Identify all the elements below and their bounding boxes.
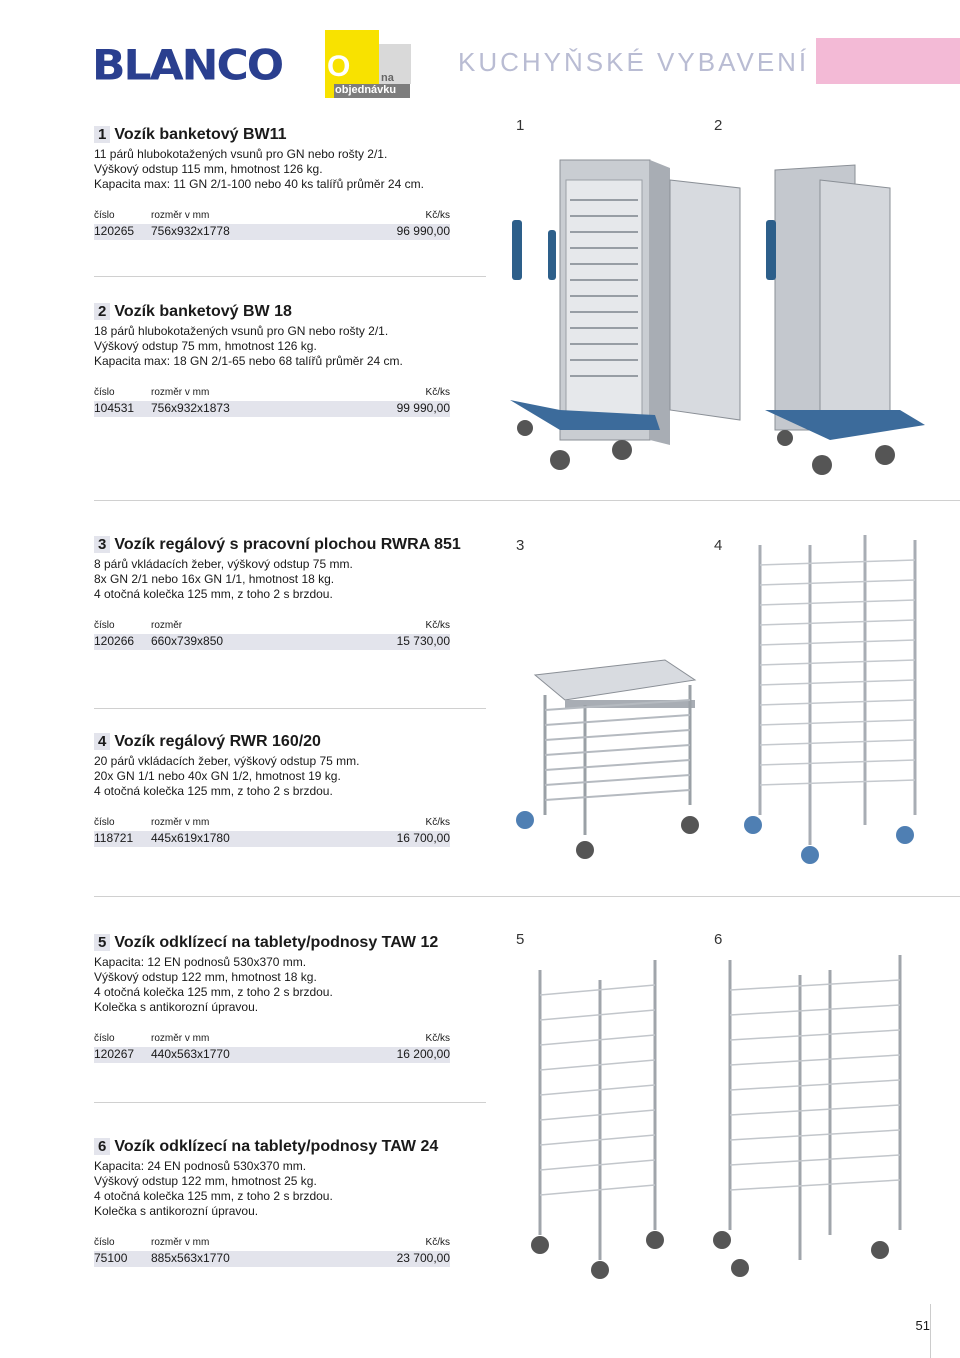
product-number: 5 bbox=[94, 934, 110, 951]
column-header-size: rozměr v mm bbox=[151, 387, 210, 398]
product-section bbox=[94, 536, 494, 650]
description-line: 4 otočná kolečka 125 mm, z toho 2 s brzdou. bbox=[94, 784, 333, 798]
column-header-size: rozměr v mm bbox=[151, 817, 210, 828]
rack-cart-illustration bbox=[505, 525, 955, 875]
description-line: Kapacita: 24 EN podnosů 530x370 mm. bbox=[94, 1159, 307, 1173]
product-title bbox=[94, 1138, 494, 1156]
product-title bbox=[94, 536, 494, 554]
column-header-size: rozměr bbox=[151, 620, 183, 631]
product-size: 445x619x1780 bbox=[151, 831, 230, 845]
description-line: Výškový odstup 75 mm, hmotnost 126 kg. bbox=[94, 339, 317, 353]
description-line: 11 párů hlubokotažených vsunů pro GN nebo rošty 2/1. bbox=[94, 147, 388, 161]
description-line: 20 párů vkládacích žeber, výškový odstup 75 mm. bbox=[94, 754, 360, 768]
separator bbox=[94, 276, 486, 277]
product-description bbox=[94, 754, 494, 799]
description-line: 4 otočná kolečka 125 mm, z toho 2 s brzdou. bbox=[94, 1189, 333, 1203]
product-section bbox=[94, 733, 494, 847]
product-code: 120266 bbox=[94, 634, 135, 648]
column-header-price: Kč/ks bbox=[425, 620, 450, 631]
description-line: Kapacita max: 11 GN 2/1-100 nebo 40 ks talířů průměr 24 cm. bbox=[94, 177, 424, 191]
product-price: 16 700,00 bbox=[396, 831, 450, 845]
description-line: Výškový odstup 115 mm, hmotnost 126 kg. bbox=[94, 162, 323, 176]
product-title bbox=[94, 303, 494, 321]
product-title-text: Vozík odklízecí na tablety/podnosy TAW 12 bbox=[114, 934, 439, 951]
column-header-code: číslo bbox=[94, 1033, 115, 1044]
product-section bbox=[94, 303, 494, 417]
separator bbox=[94, 1102, 486, 1103]
price-table bbox=[94, 210, 494, 240]
product-section bbox=[94, 934, 494, 1063]
product-price: 96 990,00 bbox=[396, 224, 450, 238]
column-header-price: Kč/ks bbox=[425, 817, 450, 828]
price-table bbox=[94, 1237, 494, 1267]
product-price: 99 990,00 bbox=[396, 401, 450, 415]
blanco-logo: BLANCO bbox=[92, 41, 283, 90]
product-number: 4 bbox=[94, 733, 110, 750]
product-code: 120265 bbox=[94, 224, 135, 238]
column-header-price: Kč/ks bbox=[425, 1237, 450, 1248]
column-header-size: rozměr v mm bbox=[151, 1237, 210, 1248]
description-line: 4 otočná kolečka 125 mm, z toho 2 s brzdou. bbox=[94, 587, 333, 601]
product-title-text: Vozík regálový RWR 160/20 bbox=[114, 733, 321, 750]
column-header-size: rozměr v mm bbox=[151, 1033, 210, 1044]
column-header-code: číslo bbox=[94, 1237, 115, 1248]
description-line: 8 párů vkládacích žeber, výškový odstup 75 mm. bbox=[94, 557, 353, 571]
price-table bbox=[94, 387, 494, 417]
product-title bbox=[94, 934, 494, 952]
product-size: 756x932x1778 bbox=[151, 224, 230, 238]
figure-number-4: 4 bbox=[714, 537, 723, 554]
product-size: 885x563x1770 bbox=[151, 1251, 230, 1265]
badge-letter: O bbox=[327, 50, 351, 83]
description-line: Kapacita max: 18 GN 2/1-65 nebo 68 talířů průměr 24 cm. bbox=[94, 354, 403, 368]
column-header-price: Kč/ks bbox=[425, 1033, 450, 1044]
description-line: Kapacita: 12 EN podnosů 530x370 mm. bbox=[94, 955, 307, 969]
product-description bbox=[94, 324, 494, 369]
product-size: 440x563x1770 bbox=[151, 1047, 230, 1061]
pink-accent-block bbox=[816, 38, 960, 84]
product-price: 16 200,00 bbox=[396, 1047, 450, 1061]
column-header-price: Kč/ks bbox=[425, 387, 450, 398]
description-line: Kolečka s antikorozní úpravou. bbox=[94, 1204, 259, 1218]
figure-number-6: 6 bbox=[714, 931, 723, 948]
price-table bbox=[94, 1033, 494, 1063]
product-number: 2 bbox=[94, 303, 110, 320]
figure-number-3: 3 bbox=[516, 537, 525, 554]
product-title bbox=[94, 733, 494, 751]
page-title: KUCHYŇSKÉ VYBAVENÍ bbox=[458, 47, 810, 77]
product-description bbox=[94, 955, 494, 1015]
banquet-cart-illustration bbox=[500, 110, 960, 490]
column-header-code: číslo bbox=[94, 817, 115, 828]
price-table bbox=[94, 817, 494, 847]
table-row bbox=[94, 634, 450, 650]
product-title-text: Vozík odklízecí na tablety/podnosy TAW 24 bbox=[114, 1138, 439, 1155]
product-title-text: Vozík banketový BW 18 bbox=[114, 303, 292, 320]
column-header-price: Kč/ks bbox=[425, 210, 450, 221]
figure-number-5: 5 bbox=[516, 931, 525, 948]
product-section bbox=[94, 126, 494, 240]
table-row bbox=[94, 1047, 450, 1063]
description-line: Výškový odstup 122 mm, hmotnost 25 kg. bbox=[94, 1174, 317, 1188]
product-description bbox=[94, 557, 494, 602]
page-number-rule bbox=[930, 1304, 931, 1358]
page-number: 51 bbox=[915, 1318, 930, 1333]
separator bbox=[94, 896, 960, 897]
separator bbox=[94, 708, 486, 709]
table-row bbox=[94, 1251, 450, 1267]
product-size: 660x739x850 bbox=[151, 634, 224, 648]
description-line: Výškový odstup 122 mm, hmotnost 18 kg. bbox=[94, 970, 317, 984]
separator bbox=[94, 500, 960, 501]
figure-number-2: 2 bbox=[714, 117, 723, 134]
product-number: 1 bbox=[94, 126, 110, 143]
product-code: 75100 bbox=[94, 1251, 128, 1265]
product-title-text: Vozík regálový s pracovní plochou RWRA 851 bbox=[114, 536, 461, 553]
badge-order-text: objednávku bbox=[335, 84, 397, 96]
product-code: 120267 bbox=[94, 1047, 135, 1061]
table-row bbox=[94, 224, 450, 240]
on-order-badge bbox=[325, 30, 411, 98]
table-row bbox=[94, 401, 450, 417]
badge-na: na bbox=[381, 72, 394, 84]
tray-cart-illustration bbox=[500, 940, 960, 1290]
product-description bbox=[94, 1159, 494, 1219]
product-price: 23 700,00 bbox=[396, 1251, 450, 1265]
description-line: 18 párů hlubokotažených vsunů pro GN nebo rošty 2/1. bbox=[94, 324, 389, 338]
product-title-text: Vozík banketový BW11 bbox=[114, 126, 287, 143]
product-title bbox=[94, 126, 494, 144]
product-description bbox=[94, 147, 494, 192]
table-row bbox=[94, 831, 450, 847]
product-number: 3 bbox=[94, 536, 110, 553]
description-line: Kolečka s antikorozní úpravou. bbox=[94, 1000, 259, 1014]
product-section bbox=[94, 1138, 494, 1267]
product-number: 6 bbox=[94, 1138, 110, 1155]
product-code: 104531 bbox=[94, 401, 135, 415]
product-code: 118721 bbox=[94, 831, 134, 845]
price-table bbox=[94, 620, 494, 650]
column-header-code: číslo bbox=[94, 387, 115, 398]
figure-number-1: 1 bbox=[516, 117, 525, 134]
product-size: 756x932x1873 bbox=[151, 401, 230, 415]
description-line: 8x GN 2/1 nebo 16x GN 1/1, hmotnost 18 kg. bbox=[94, 572, 335, 586]
product-price: 15 730,00 bbox=[396, 634, 450, 648]
description-line: 20x GN 1/1 nebo 40x GN 1/2, hmotnost 19 kg. bbox=[94, 769, 341, 783]
column-header-size: rozměr v mm bbox=[151, 210, 210, 221]
description-line: 4 otočná kolečka 125 mm, z toho 2 s brzdou. bbox=[94, 985, 333, 999]
column-header-code: číslo bbox=[94, 620, 115, 631]
column-header-code: číslo bbox=[94, 210, 115, 221]
